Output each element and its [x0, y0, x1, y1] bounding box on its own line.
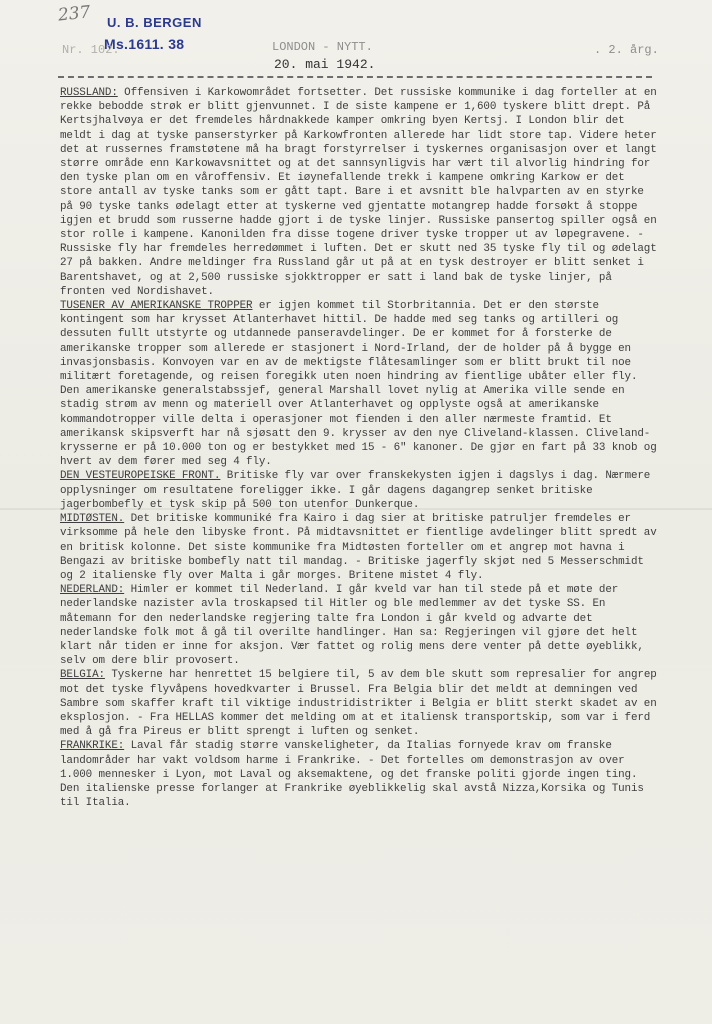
section-text: Offensiven i Karkowområdet fortsetter. Det russiske kommunike i dag forteller at en rekke bebodde strøk er blitt gjenvunnet. I de siste kampene er 1,600 tyskere blitt drept. På Kertsjhalvøya er det fremdeles hårdnakkede kamper omkring byen Kertsj. I London blir det meldt i dag at tyske panserstyrker på Karkowfronten allerede har lidt store tap. Videre heter det at russernes framstøtene må ha bragt forstyrrelser i tyskernes organisasjon over et langt større område enn Karkowavsnittet og at det sannsynligvis har vært til alvorlig hindring for den tyske plan om en våroffensiv. Et iøynefallende trekk i kampene omkring Karkow er det store antall av tyske tanks som er gått tapt. Bare i et avsnitt ble halvparten av en styrke på 90 tyske tanks ødelagt etter at tyskerne ved gjentatte motangrep hadde forsøkt å stoppe igjen et brudd som russerne hadde gjort i de tyske linjer. Russiske pansertog spiller også en stor rolle i kampene. Kanonilden fra disse togene driver tyske tropper ut av løpegravene. - Russiske fly har fremdeles herredømmet i luften. Det er skutt ned 35 tyske fly til og ødelagt 27 på bakken. Andre meldinger fra Russland går ut på at en tysk destroyer er blitt senket i Barentshavet, og at 2,500 russiske sjokktropper er satt i land bak de tyske linjer, på fronten ved Nordishavet. — [60, 87, 657, 298]
news-bulletin — [60, 86, 660, 810]
issue-date: 20. mai 1942. — [274, 57, 376, 72]
archive-pencil-number: 237 — [57, 2, 92, 26]
section-american-troops — [60, 299, 660, 469]
section-western-front — [60, 469, 660, 512]
manuscript-number-stamp: Ms.1611. 38 — [104, 36, 185, 52]
section-heading: BELGIA: — [60, 669, 105, 682]
header-divider — [58, 76, 652, 78]
newsletter-title: LONDON - NYTT. — [272, 40, 373, 54]
section-text: Himler er kommet til Nederland. I går kveld var han til stede på et møte der nederlandske nazister avla troskapsed til Hitler og ble medlemmer av det tyske SS. En måtemann for den nederlandske regjering talte fra London i går kveld og advarte det nederlandske folk mot å gå til overilte handlinger. Han sa: Regjeringen vil gjøre det helt klart når tiden er inne for aksjon. Vær fattet og rolig mens dere venter på dette øyeblikk, selv om dere blir provosert. — [60, 584, 644, 668]
section-france — [60, 739, 660, 810]
section-belgium — [60, 668, 660, 739]
section-heading: MIDTØSTEN. — [60, 513, 125, 526]
library-stamp: U. B. BERGEN — [107, 15, 202, 30]
section-netherlands — [60, 583, 660, 668]
section-russland — [60, 86, 660, 299]
section-text: er igjen kommet til Storbritannia. Det er den største kontingent som har krysset Atlanterhavet hittil. De hadde med seg tanks og artilleri og dessuten fullt utstyrte og utdannede panseravdelinger. De er kommet for å forsterke de amerikanske tropper som allerede er stasjonert i Nord-Irland, der de holder på å bygge en invasjonsbasis. Konvoyen var en av de mektigste flåtesamlinger som er blitt brukt til noe militært foretagende, og reisen foregikk uten noen hindring av fientlige ubåter eller fly. Den amerikanske generalstabssjef, general Marshall lovet nylig at Amerika ville sende en stadig strøm av menn og materiell over Atlanterhavet og opplyste også at amerikanske kommandotropper ville delta i operasjoner mot fienden i den aller nærmeste framtid. Et amerikansk skipsverft har nå sjøsatt den 9. krysser av den nye Cliveland-klassen. Cliveland-krysserne er på 10.000 ton og er bestykket med 15 - 6" kanoner. De gjør en fart på 33 knob og hvert av dem fører med seg 4 fly. — [60, 300, 657, 469]
section-heading: TUSENER AV AMERIKANSKE TROPPER — [60, 300, 253, 313]
section-text: Det britiske kommuniké fra Kairo i dag sier at britiske patruljer fremdeles er virksomme på hele den libyske front. På midtavsnittet er fientlige avdelinger blitt spredt av en britisk kolonne. Det siste kommunike fra Midtøsten forteller om et angrep mot havna i Bengazi av britiske bombefly natt til mandag. - Britiske jagerfly skjøt ned 5 Messerschmidt og 2 italienske fly over Malta i går morges. Britene mistet 4 fly. — [60, 513, 657, 582]
section-heading: NEDERLAND: — [60, 584, 125, 597]
section-text: Laval får stadig større vanskeligheter, da Italias fornyede krav om franske landområder har vakt voldsom harme i Frankrike. - Det fortelles om demonstrasjon av over 1.000 mennesker i Lyon, mot Laval og aksemaktene, og det franske politi gjorde ingen ting. Den italienske presse forlanger at Frankrike øyeblikkelig skal avstå Nizza,Korsika og Tunis til Italia. — [60, 740, 644, 810]
section-text: Tyskerne har henrettet 15 belgiere til, 5 av dem ble skutt som represalier for angrep mot det tyske flyvåpens hovedkvarter i Brussel. Fra Belgia blir det meldt at demningen ved Sambre som skaffer kraft til viktige industridistrikter i Belgia er blitt sterkt skadet av en eksplosjon. - Fra HELLAS kommer det melding om at et italiensk transportskip, som var i ferd med å gå fra Pireus er blitt sprengt i luften og senket. — [60, 669, 657, 739]
section-heading: RUSSLAND: — [60, 87, 118, 99]
section-heading: FRANKRIKE: — [60, 740, 125, 753]
section-middle-east — [60, 512, 660, 583]
volume-label: . 2. årg. — [594, 43, 659, 57]
section-text: Britiske fly var over franskekysten igjen i dagslys i dag. Nærmere opplysninger om resultatene foreligger ikke. I går dagens dagangrep senket britiske jagerbombefly et tysk skip på 500 ton utenfor Dunkerque. — [60, 470, 651, 511]
section-heading: DEN VESTEUROPEISKE FRONT. — [60, 470, 221, 483]
issue-number: Nr. 102. — [62, 43, 120, 57]
